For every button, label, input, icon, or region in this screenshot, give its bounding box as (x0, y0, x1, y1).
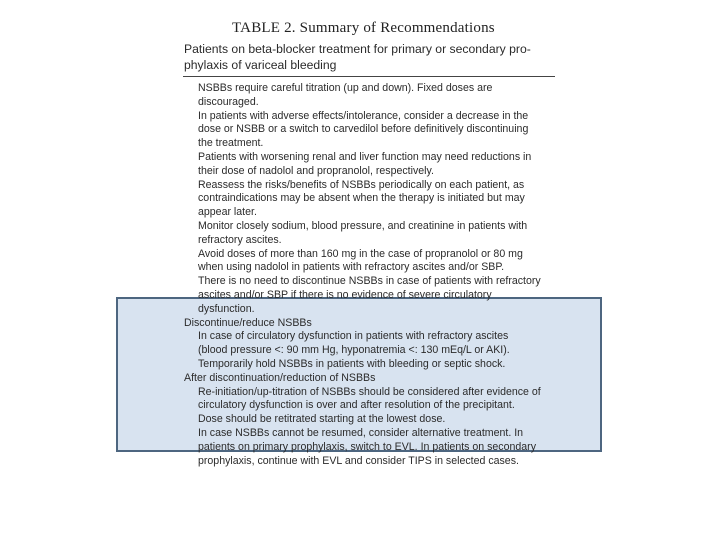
recommendation-line: Reassess the risks/benefits of NSBBs periodically on each patient, as (198, 178, 525, 191)
recommendation-line: the treatment. (198, 137, 264, 150)
recommendation-line: patients on primary prophylaxis, switch to EVL. In patients on secondary (198, 440, 536, 453)
header-line: phylaxis of variceal bleeding (184, 58, 337, 72)
recommendation-line: Temporarily hold NSBBs in patients with bleeding or septic shock. (198, 357, 506, 370)
recommendation-line: Dose should be retitrated starting at the lowest dose. (198, 413, 446, 426)
table-title: TABLE 2. Summary of Recommendations (232, 20, 495, 36)
recommendation-line: refractory ascites. (198, 233, 282, 246)
section-heading: Discontinue/reduce NSBBs (184, 316, 312, 329)
recommendation-line: NSBBs require careful titration (up and down). Fixed doses are (198, 82, 493, 94)
table-header (184, 41, 564, 73)
recommendation-line: Avoid doses of more than 160 mg in the case of propranolol or 80 mg (198, 247, 523, 260)
recommendation-line: their dose of nadolol and propranolol, respectively. (198, 164, 434, 177)
recommendation-line: Re-initiation/up-titration of NSBBs should be considered after evidence of (198, 385, 541, 398)
recommendation-line: contraindications may be absent when the therapy is initiated but may (198, 192, 525, 205)
recommendation-line: (blood pressure <: 90 mm Hg, hyponatremia <: 130 mEq/L or AKI). (198, 344, 510, 357)
recommendation-line: There is no need to discontinue NSBBs in case of patients with refractory (198, 275, 541, 288)
recommendation-line: dose or NSBB or a switch to carvedilol before definitively discontinuing (198, 123, 529, 136)
recommendation-line: In case NSBBs cannot be resumed, consider alternative treatment. In (198, 426, 524, 439)
recommendation-line: dysfunction. (198, 302, 255, 315)
recommendation-line: when using nadolol in patients with refractory ascites and/or SBP. (198, 261, 505, 274)
recommendation-line: Patients with worsening renal and liver function may need reductions in (198, 150, 532, 163)
recommendations-body (184, 82, 564, 468)
recommendation-line: In case of circulatory dysfunction in patients with refractory ascites (198, 330, 509, 343)
recommendation-line: appear later. (198, 206, 257, 219)
recommendation-line: discouraged. (198, 95, 259, 108)
recommendation-line: In patients with adverse effects/intolerance, consider a decrease in the (198, 109, 529, 122)
recommendation-line: Monitor closely sodium, blood pressure, and creatinine in patients with (198, 219, 528, 232)
recommendation-line: prophylaxis, continue with EVL and consider TIPS in selected cases. (198, 454, 519, 467)
recommendation-line: circulatory dysfunction is over and after resolution of the precipitant. (198, 399, 515, 412)
recommendation-line: ascites and/or SBP if there is no evidence of severe circulatory (198, 288, 492, 301)
header-line: Patients on beta-blocker treatment for primary or secondary pro- (184, 42, 531, 56)
header-divider (183, 76, 555, 77)
section-heading: After discontinuation/reduction of NSBBs (184, 371, 376, 384)
